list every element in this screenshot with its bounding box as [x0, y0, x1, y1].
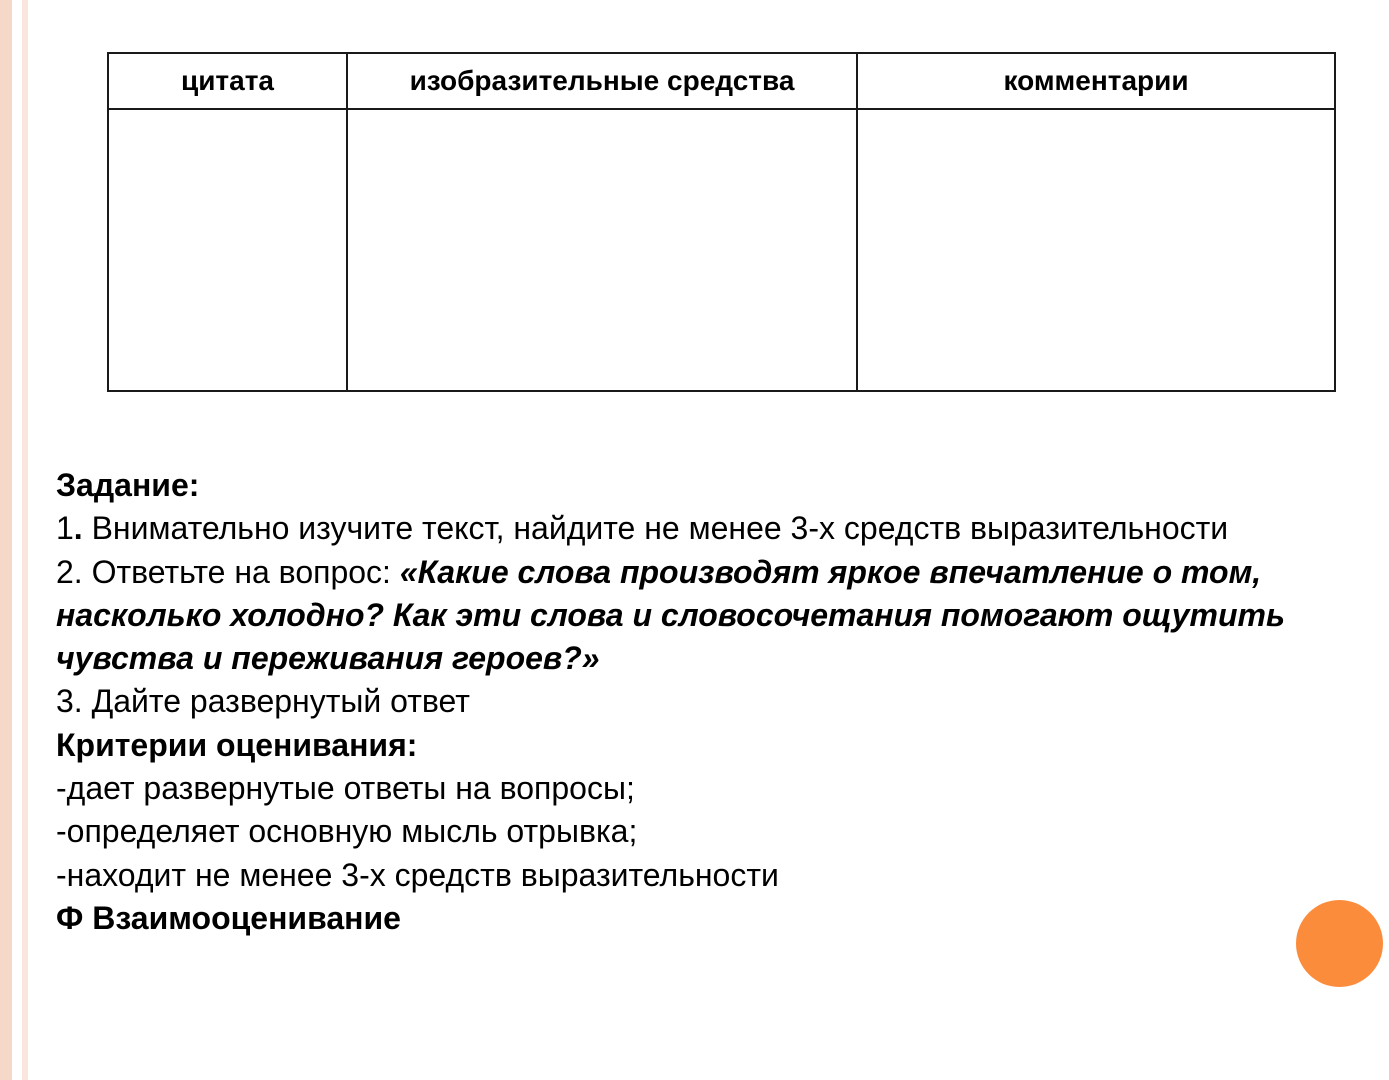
left-decorative-stripe: [0, 0, 12, 1080]
analysis-table: [107, 52, 1336, 392]
criteria-heading: Критерии оценивания:: [56, 726, 418, 763]
task-item-1: [56, 507, 1336, 550]
header-quote: цитата: [108, 53, 347, 109]
task-item-1-text: Внимательно изучите текст, найдите не менее 3-х средств выразительности: [82, 510, 1229, 547]
task-heading: Задание:: [56, 467, 200, 503]
task-item-1-dot: .: [73, 510, 83, 547]
table-header-row: [108, 53, 1335, 109]
cell-comments[interactable]: [857, 109, 1335, 391]
cell-quote[interactable]: [108, 109, 347, 391]
left-decorative-stripe-gap: [12, 0, 22, 1080]
cell-figurative-means[interactable]: [347, 109, 857, 391]
criteria-item: -дает развернутые ответы на вопросы;: [56, 770, 635, 807]
table-row: [108, 109, 1335, 391]
task-item-3: 3. Дайте развернутый ответ: [56, 683, 470, 720]
task-item-1-number: 1: [56, 510, 74, 547]
criteria-item: -находит не менее 3-х средств выразительности: [56, 856, 779, 893]
assessment-label: Ф Взаимооценивание: [56, 899, 401, 936]
header-comments: комментарии: [857, 53, 1335, 109]
left-decorative-stripe-thin: [22, 0, 28, 1080]
orange-circle-decoration: [1296, 900, 1383, 987]
task-block: [56, 464, 1336, 940]
header-figurative-means: изобразительные средства: [347, 53, 857, 109]
task-item-2-prefix: 2. Ответьте на вопрос:: [56, 553, 400, 590]
criteria-item: -определяет основную мысль отрывка;: [56, 813, 638, 850]
task-item-2-question: «Какие слова производят яркое впечатление о том, насколько холодно? Как эти слова и словосочетания помогают ощутить чувства и переживания героев?»: [56, 553, 1285, 677]
task-item-2: [56, 551, 1336, 681]
